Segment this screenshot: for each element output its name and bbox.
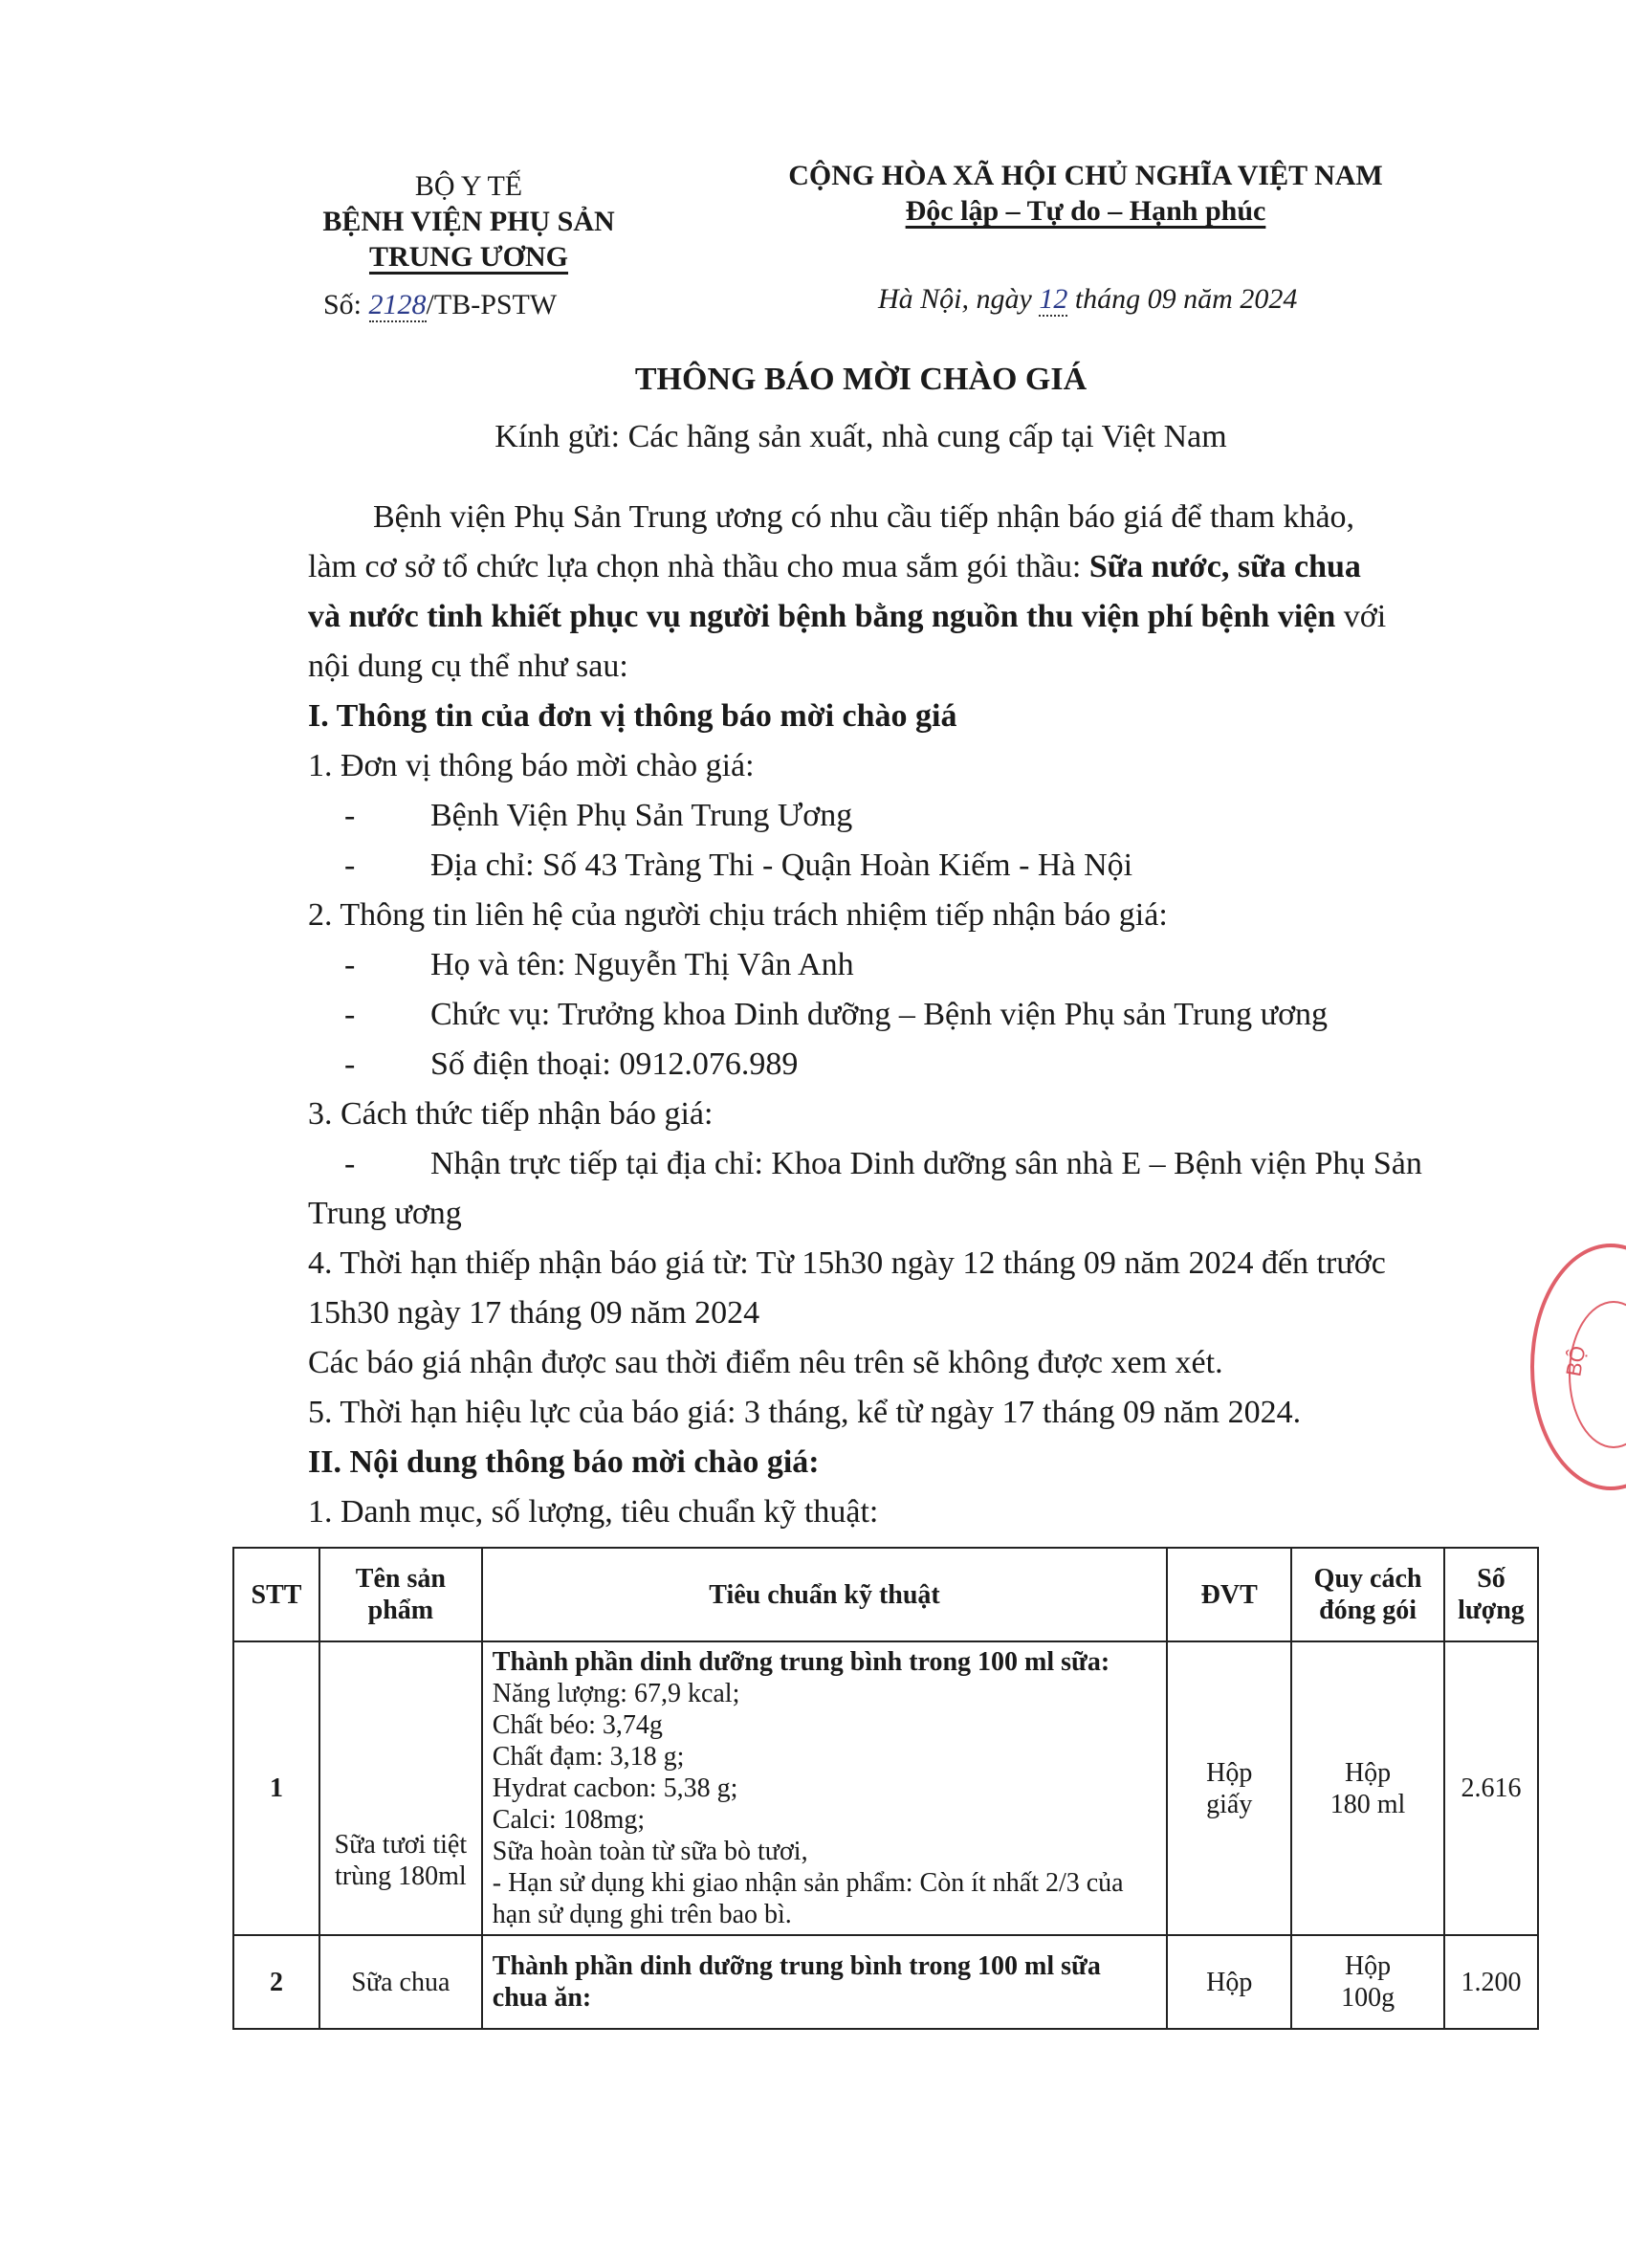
intro-line-3: và nước tinh khiết phục vụ người bệnh bằng nguồn thu viện phí bệnh viện với (308, 599, 1387, 634)
section1-item2-bullet2: - Chức vụ: Trưởng khoa Dinh dưỡng – Bệnh viện Phụ sản Trung ương (344, 997, 1329, 1032)
section1-item3-continuation: Trung ương (308, 1196, 462, 1231)
handwritten-number: 2128 (368, 289, 427, 320)
table-header-row (233, 1548, 1538, 1641)
ministry-name: BỘ Y TẾ (414, 170, 523, 202)
header-unit: ĐVT (1167, 1548, 1291, 1641)
header-quantity: Số lượng (1444, 1548, 1538, 1641)
row-unit: Hộp giấy (1167, 1641, 1291, 1935)
row-quantity: 2.616 (1444, 1641, 1538, 1935)
section1-item1-bullet2: - Địa chỉ: Số 43 Tràng Thi - Quận Hoàn Kiếm - Hà Nội (344, 848, 1133, 883)
salutation: Kính gửi: Các hãng sản xuất, nhà cung cấp tại Việt Nam (494, 419, 1227, 454)
section1-item2-bullet3: - Số điện thoại: 0912.076.989 (344, 1046, 799, 1082)
section1-item2: 2. Thông tin liên hệ của người chịu trách nhiệm tiếp nhận báo giá: (308, 897, 1168, 933)
row-quantity: 1.200 (1444, 1935, 1538, 2029)
nation-name: CỘNG HÒA XÃ HỘI CHỦ NGHĨA VIỆT NAM (788, 160, 1383, 191)
document-title: THÔNG BÁO MỜI CHÀO GIÁ (634, 362, 1088, 397)
section1-item4-line2: 15h30 ngày 17 tháng 09 năm 2024 (308, 1295, 760, 1331)
row-product-name: Sữa chua (319, 1935, 482, 2029)
row-stt: 2 (233, 1935, 319, 2029)
handwritten-day: 12 (1039, 283, 1068, 315)
row-spec: Thành phần dinh dưỡng trung bình trong 100 ml sữa: Năng lượng: 67,9 kcal; Chất béo: 3,74g Chất đạm: 3,18 g; Hydrat cacbon: 5,38 g; Calci: 108mg; Sữa hoàn toàn từ sữa bò tươi, - Hạn sử dụng khi giao nhận sản phẩm: Còn ít nhất 2/3 của hạn sử dụng ghi trên bao bì. (482, 1641, 1168, 1935)
section1-item1-bullet1: - Bệnh Viện Phụ Sản Trung Ương (344, 798, 853, 833)
motto: Độc lập – Tự do – Hạnh phúc (905, 195, 1266, 227)
section1-item5: 5. Thời hạn hiệu lực của báo giá: 3 tháng, kể từ ngày 17 tháng 09 năm 2024. (308, 1395, 1302, 1430)
row-packing: Hộp 100g (1291, 1935, 1444, 2029)
hospital-name-line2: TRUNG ƯƠNG (368, 241, 569, 273)
header-spec: Tiêu chuẩn kỹ thuật (482, 1548, 1168, 1641)
header-stt: STT (233, 1548, 319, 1641)
section1-item1: 1. Đơn vị thông báo mời chào giá: (308, 748, 755, 783)
header-product-name: Tên sản phẩm (319, 1548, 482, 1641)
row-unit: Hộp (1167, 1935, 1291, 2029)
section1-item4-line1: 4. Thời hạn thiếp nhận báo giá từ: Từ 15h30 ngày 12 tháng 09 năm 2024 đến trước (308, 1245, 1386, 1281)
hospital-name: BỆNH VIỆN PHỤ SẢN (322, 206, 615, 237)
header-packing: Quy cách đóng gói (1291, 1548, 1444, 1641)
table-row (233, 1641, 1538, 1935)
row-spec: Thành phần dinh dưỡng trung bình trong 100 ml sữa chua ăn: (482, 1935, 1168, 2029)
issuer-block (268, 168, 670, 275)
row-product-name: Sữa tươi tiệt trùng 180ml (319, 1641, 482, 1935)
table-row (233, 1935, 1538, 2029)
nation-block (736, 158, 1435, 229)
section1-heading: I. Thông tin của đơn vị thông báo mời chào giá (308, 698, 957, 734)
document-date: Hà Nội, ngày 12 tháng 09 năm 2024 (878, 283, 1298, 315)
section1-item2-bullet1: - Họ và tên: Nguyễn Thị Vân Anh (344, 947, 854, 982)
section1-item3-bullet1: - Nhận trực tiếp tại địa chỉ: Khoa Dinh dưỡng sân nhà E – Bệnh viện Phụ Sản (344, 1146, 1422, 1181)
row-stt: 1 (233, 1641, 319, 1935)
official-seal-text: BỘ (1561, 1344, 1591, 1378)
intro-line-4: nội dung cụ thể như sau: (308, 649, 628, 684)
section1-item4-note: Các báo giá nhận được sau thời điểm nêu trên sẽ không được xem xét. (308, 1345, 1223, 1380)
section2-heading: II. Nội dung thông báo mời chào giá: (308, 1444, 820, 1480)
intro-line-2: làm cơ sở tổ chức lựa chọn nhà thầu cho mua sắm gói thầu: Sữa nước, sữa chua (308, 549, 1361, 584)
document-number: Số: 2128/TB-PSTW (323, 289, 558, 320)
row-packing: Hộp 180 ml (1291, 1641, 1444, 1935)
product-table (232, 1547, 1539, 2030)
document-body (308, 493, 1456, 1545)
intro-line-1: Bệnh viện Phụ Sản Trung ương có nhu cầu tiếp nhận báo giá để tham khảo, (373, 499, 1355, 535)
section1-item3: 3. Cách thức tiếp nhận báo giá: (308, 1096, 714, 1132)
section2-item1: 1. Danh mục, số lượng, tiêu chuẩn kỹ thuật: (308, 1494, 879, 1530)
